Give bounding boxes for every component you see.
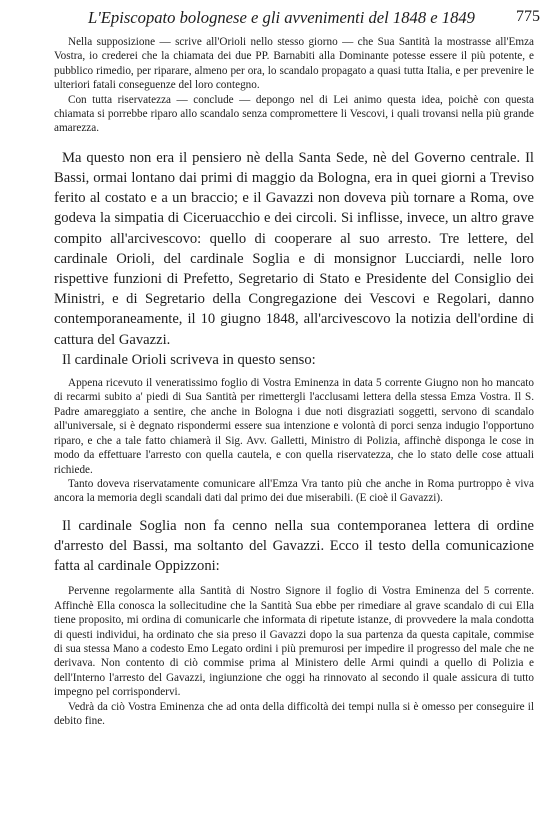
quote-block-1: [54, 35, 534, 136]
quote-3-paragraph-2: Vedrà da ciò Vostra Eminenza che ad onta della difficoltà dei tempi nulla si è omesso per conseguire il debito fine.: [54, 700, 534, 727]
quote-1-paragraph-1: Nella supposizione — scrive all'Orioli nello stesso giorno — che Sua Santità la mostrasse all'Emza Vostra, io crederei che la chiamata dei due PP. Barnabiti alla Dominante potesse essere il più potente, e pubblico rimedio, per riparare, almeno per ora, lo scandalo propagato a quasi tutta Italia, e per prevenire le ulteriori fatali conseguenze del loro contegno.: [54, 36, 534, 92]
body-1-paragraph-2: Il cardinale Orioli scriveva in questo senso:: [62, 351, 316, 368]
body-block-2: [54, 516, 534, 577]
quote-3-paragraph-1: Pervenne regolarmente alla Santità di Nostro Signore il foglio di Vostra Eminenza del 5 corrente. Affinchè Ella conosca la sollecitudine che la Santità Sua ebbe per rimediare al grave scandalo di cui Ella tiene proposito, mi ordina di comunicarle che informata di ripetute istanze, di provvedere la mala condotta di questi individui, ha ordinato che sia preso il Gavazzi dopo la sua partenza da questa capitale, commise di sua stessa Mano a codesto Emo Legato ordini i più premurosi per impedire il progresso del male che ne derivava. Non contento di ciò commise prima al Ministero delle Armi quindi a quello di Polizia e dell'Interno l'arresto del Gavazzi, ingiunzione che oggi ha rinnovato al secondo il quale assicura di tutto impegno pel corrispondervi.: [54, 585, 534, 699]
body-1-paragraph-1: Ma questo non era il pensiero nè della Santa Sede, nè del Governo centrale. Il Bassi, ormai lontano dai primi di maggio da Bologna, era in quei giorni a Treviso ferito al costato e a un braccio; e il Gavazzi non doveva più tornare a Roma, ove godeva la simpatia di Ciceruacchio e dei circoli. Si inflisse, invece, un altro grave compito all'arcivescovo: quello di cooperare al suo arresto. Tre lettere, del cardinale Orioli, del cardinale Soglia e di monsignor Lucciardi, nelle loro rispettive funzioni di Prefetto, Segretario di Stato e Presidente del Consiglio dei Ministri, e di Segretario della Congregazione dei Vescovi e Regolari, danno contemporaneamente, il 10 giugno 1848, all'arcivescovo la notizia dell'ordine di cattura del Gavazzi.: [54, 149, 534, 348]
quote-block-2: [54, 376, 534, 506]
body-block-1: [54, 148, 534, 370]
running-title: L'Episcopato bolognese e gli avvenimenti del 1848 e 1849: [88, 8, 475, 27]
quote-2-paragraph-2: Tanto doveva riservatamente comunicare all'Emza Vra tanto più che anche in Roma purtroppo è viva ancora la memoria degli scandali dati dal primo dei due miserabili. (E cioè il Gavazzi).: [54, 477, 534, 505]
quote-1-paragraph-2: Con tutta riservatezza — conclude — depongo nel di Lei animo questa idea, poichè con questa chiamata si porrebbe riparo allo scandalo senza compromettere li Vescovi, i quali trovansi nella più grande amarezza.: [54, 93, 534, 135]
page-number: 775: [516, 8, 540, 25]
page-header: [0, 0, 550, 30]
quote-2-paragraph-1: Appena ricevuto il veneratissimo foglio di Vostra Eminenza in data 5 corrente Giugno non ho mancato di recarmi subito a' piedi di Sua Santità per rimettergli l'acclusami lettera della stessa Emza Vostra. Il S. Padre amareggiato a sentire, che anche in Bologna i due noti disgraziati soggetti, servono di scandalo all'universale, si è degnato rispondermi essere sua intenzione e volontà di porci senza indugio l'opportuno riparo, e che a tale fatto chiamerà il Sig. Avv. Galletti, Ministro di Polizia, affinchè disponga le cose in modo da effettuare l'arresto con quella cautela, e con quella riservatezza, che lo stato delle cose attuali richiede.: [54, 377, 534, 476]
body-2-paragraph-1: Il cardinale Soglia non fa cenno nella sua contemporanea lettera di ordine d'arresto del Bassi, ma soltanto del Gavazzi. Ecco il testo della comunicazione fatta al cardinale Oppizzoni:: [54, 517, 534, 575]
page-body: [54, 34, 534, 728]
quote-block-3: [54, 584, 534, 728]
